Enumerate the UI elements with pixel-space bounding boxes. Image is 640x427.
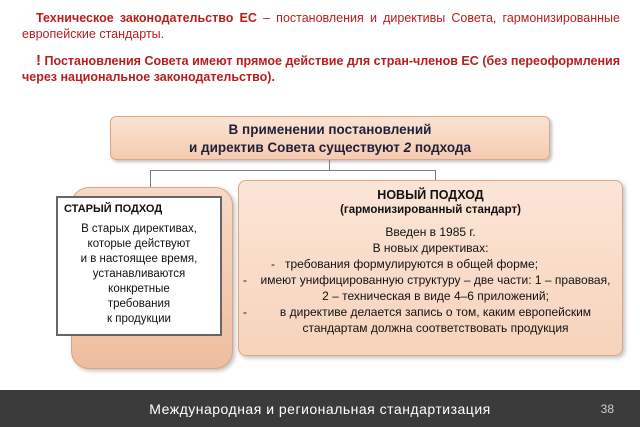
connector-horizontal: [150, 170, 436, 171]
bullet-text: в директиве делается запись о том, каким европейским стандартам должна соответствовать продукция: [279, 305, 592, 335]
footer-title: Международная и региональная стандартизация: [149, 401, 491, 417]
new-approach-box: [238, 180, 623, 356]
header-line-2a: и директив Совета существуют: [189, 140, 404, 155]
exclamation-mark: !: [36, 52, 41, 69]
intro-paragraph-1: [22, 10, 620, 42]
new-approach-bullet-1: [239, 256, 622, 272]
old-approach-box: [56, 196, 222, 336]
approaches-header-box: [110, 116, 550, 160]
old-approach-title: СТАРЫЙ ПОДХОД: [64, 203, 163, 215]
bullet-text: требования формулируются в общей форме;: [285, 257, 539, 271]
intro-p1-text: – постановления и директивы Совета, гармонизированные европейские стандарты.: [22, 11, 620, 41]
bullet-text: имеют унифицированную структуру – две части: 1 – правовая, 2 – техническая в виде 4–6 приложений;: [260, 273, 611, 303]
new-approach-bullet-3: [239, 304, 622, 336]
old-approach-line-3: и в настоящее время,: [80, 253, 198, 265]
approach-count: 2: [403, 140, 412, 155]
old-approach-line-7: к продукции: [107, 313, 171, 325]
slide-number: 38: [600, 402, 614, 416]
old-approach-line-6: требования: [107, 298, 171, 310]
old-approach-line-1: В старых директивах,: [81, 223, 197, 235]
bullet-dash: -: [243, 273, 247, 287]
old-approach-line-5: конкретные: [108, 283, 170, 295]
intro-p2-text: Постановления Совета имеют прямое действие для стран-членов ЕС (без переоформления через национальное законодательство).: [22, 54, 620, 84]
new-approach-bullet-2: [239, 272, 622, 304]
old-approach-line-2: которые действуют: [87, 238, 191, 250]
bullet-dash: -: [243, 305, 247, 319]
header-line-1: В применении постановлений: [228, 122, 432, 137]
bullet-dash: -: [271, 257, 275, 271]
new-approach-subtitle: (гармонизированный стандарт): [340, 204, 521, 216]
new-approach-intro-2: В новых директивах:: [372, 241, 489, 255]
connector-vertical-main: [329, 160, 330, 170]
connector-left: [150, 170, 151, 188]
header-line-2: [111, 139, 549, 157]
footer-bar: [0, 390, 640, 427]
intro-bold-term: Техническое законодательство ЕС: [36, 11, 257, 25]
old-approach-line-4: устанавливаются: [92, 268, 186, 280]
intro-paragraph-2: [22, 53, 620, 85]
new-approach-title: НОВЫЙ ПОДХОД: [377, 188, 484, 202]
new-approach-intro-1: Введен в 1985 г.: [385, 225, 476, 239]
header-line-2b: подхода: [411, 140, 471, 155]
